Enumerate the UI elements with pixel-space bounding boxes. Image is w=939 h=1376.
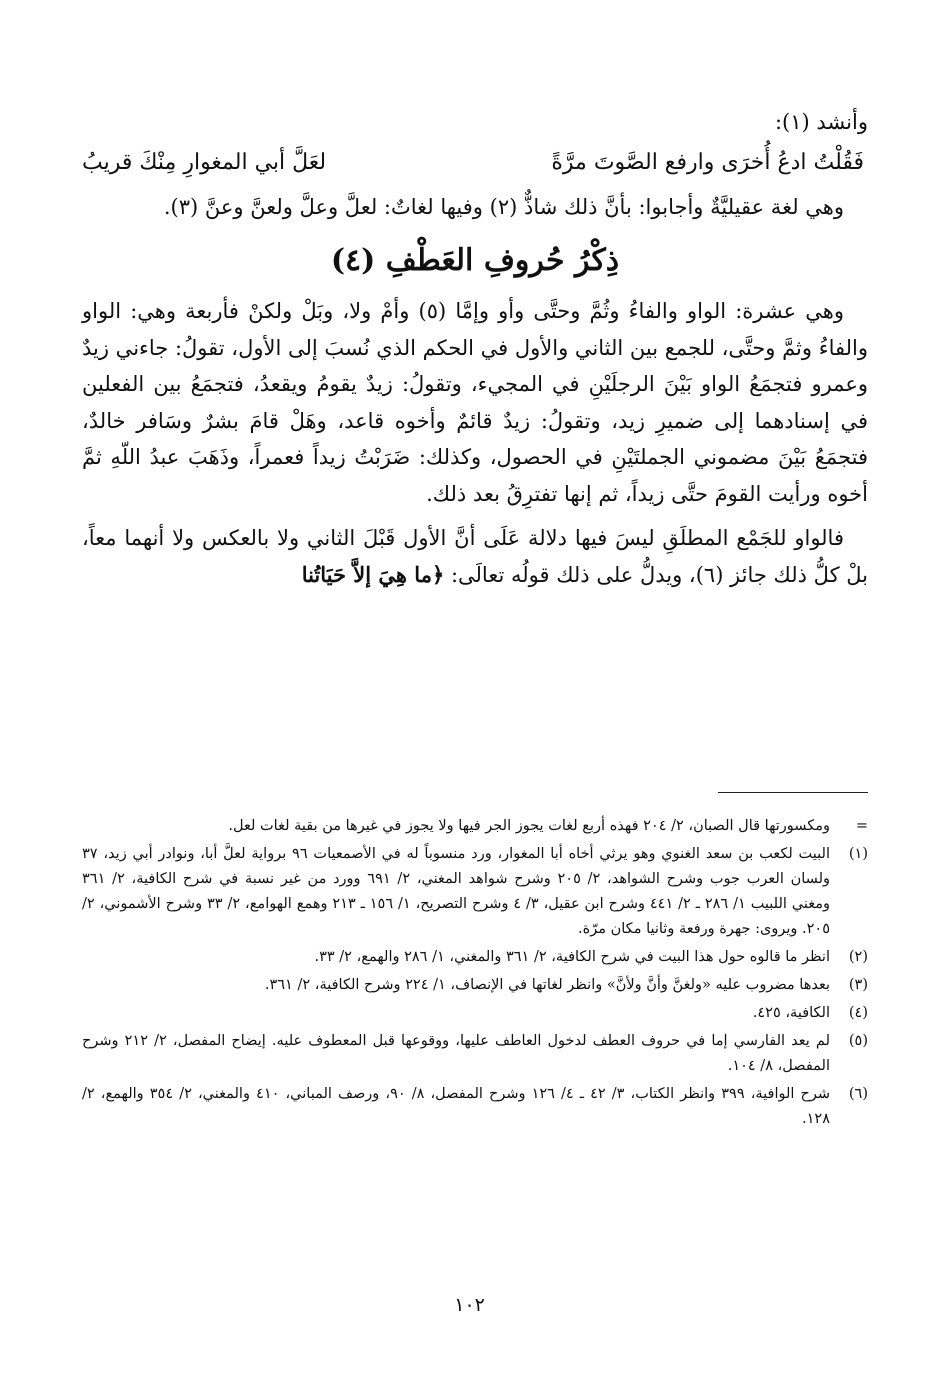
footnote-2 xyxy=(82,945,868,970)
footnote-text: لم يعد الفارسي إما في حروف العطف لدخول العاطف عليها، ووقوعها قبل المعطوف عليه. إيضاح المفصل، ٢/ ٢١٢ وشرح المفصل، ٨/ ١٠٤. xyxy=(82,1033,830,1074)
page-number: ١٠٢ xyxy=(454,1294,485,1316)
footnote-1 xyxy=(82,842,868,942)
page-body xyxy=(82,104,868,1127)
footnote-number: (١) xyxy=(848,846,868,862)
main-text xyxy=(82,104,868,593)
paragraph-waw-text: فالواو للجَمْع المطلَقِ ليسَ فيها دلالة عَلَى أنَّ الأول قَبْلَ الثاني ولا بالعكس ولا أنهما معاً، بلْ كلُّ ذلك جائز (٦)، ويدلُّ على ذلك قولُه تعالَى: xyxy=(82,526,868,587)
footnote-text: الكافية، ٤٢٥. xyxy=(752,1005,830,1021)
section-heading: ذِكْرُ حُروفِ العَطْفِ (٤) xyxy=(330,243,620,278)
footnote-text: انظر ما قالوه حول هذا البيت في شرح الكافية، ٢/ ٣٦١ والمغني، ١/ ٢٨٦ والهمع، ٢/ ٣٣. xyxy=(314,949,830,965)
quran-quote: ﴿ما هِيَ إلاَّ حَيَاتُنا xyxy=(301,561,445,587)
footnotes xyxy=(82,814,868,1135)
paragraph-huruf: وهي عشرة: الواو والفاءُ وثُمَّ وحتَّى وأو وإمَّا (٥) وأمْ ولا، وبَلْ ولكنْ فأربعة وهي: الواو والفاءُ وثمَّ وحتَّى، للجمع بين الثاني والأول في الحكم الذي نُسبَ إلى الأول، تقولُ: جاءني زيدٌ وعمرو فتجمَعُ الواو بَيْنَ الرجلَيْنِ في المجيء، وتقولُ: زيدٌ يقومُ ويقعدُ، فتجمَعُ بين الفعلين في إسنادهما إلى ضميرِ زيد، وتقولُ: زيدٌ قائمٌ وأخوه قاعد، وهَلْ قامَ بشرٌ وسَافر خالدٌ، فتجمَعُ بَيْنَ مضموني الجملتَيْنِ في الحصول، وكذلك: ضَرَبْتُ زيداً فعمراً، وذَهَبَ عبدُ اللّهِ ثمَّ أخوه ورأيت القومَ حتَّى زيداً، ثم إنها تفترِقُ بعد ذلك. xyxy=(82,299,868,506)
footnote-separator xyxy=(718,792,868,793)
footnote-text: بعدها مضروب عليه «ولغنَّ وأنَّ ولأنَّ» وانظر لغاتها في الإنصاف، ١/ ٢٢٤ وشرح الكافية، ٢/ ٣٦١. xyxy=(264,977,830,993)
footnote-text: ومكسورتها قال الصبان، ٢/ ٢٠٤ فهذه أربع لغات يجوز الجر فيها ولا يجوز في غيرها من بقية لغات لعل. xyxy=(228,818,830,834)
footnote-number: (٦) xyxy=(848,1086,868,1102)
footnote-continuation xyxy=(82,814,868,839)
verse-first-hemistich: فَقُلْتُ ادعُ أُخرَى وارفع الصَّوتَ مرَّةً xyxy=(551,149,864,175)
footnote-text: البيت لكعب بن سعد الغنوي وهو يرثي أخاه أبا المغوار، ورد منسوباً له في الأصمعيات ٩٦ برواية لعلَّ أبا، ونوادر أبي زيد، ٣٧ ولسان العرب جوب وشرح الشواهد، ٢/ ٢٠٥ وشرح شواهد المغني، ٢/ ٦٩١ وورد من غير نسبة في شرح الكافية، ٢/ ٣٦١ ومغني اللبيب ١/ ٢٨٦ ـ ٢/ ٤٤١ وشرح ابن عقيل، ٣/ ٤ وشرح التصريح، ١/ ١٥٦ ـ ٢١٣ وهمع الهوامع، ٢/ ٣٣ وشرح الأشموني، ٢/ ٢٠٥. ويروى: جهرة ورفعة وثانيا مكان مرّة. xyxy=(82,846,831,937)
poetry-verse xyxy=(82,143,864,183)
footnote-number: (٥) xyxy=(848,1033,868,1049)
footnote-text: شرح الوافية، ٣٩٩ وانظر الكتاب، ٣/ ٤٢ ـ ٤/ ١٢٦ وشرح المفصل، ٨/ ٩٠، ورصف المباني، ٤١٠ والمغني، ٢/ ٣٥٤ والهمع، ٢/ ١٢٨. xyxy=(82,1086,831,1127)
footnote-5 xyxy=(82,1029,868,1079)
paragraph-lughat: وهي لغة عقيليَّةٌ وأجابوا: بأنَّ ذلك شاذٌّ (٢) وفيها لغاتٌ: لعلَّ وعلَّ ولعنَّ وعنَّ (٣). xyxy=(163,194,844,219)
footnote-number: (٢) xyxy=(848,949,868,965)
verse-second-hemistich: لعَلَّ أبي المغوارِ مِنْكَ قريبُ xyxy=(82,149,327,175)
footnote-number: (٤) xyxy=(848,1005,868,1021)
intro-line: وأنشد (١): xyxy=(774,110,868,134)
footnote-3 xyxy=(82,973,868,998)
footnote-number: (٣) xyxy=(848,977,868,993)
paragraph-waw xyxy=(82,520,868,593)
footnote-4 xyxy=(82,1001,868,1026)
footnote-6 xyxy=(82,1082,868,1132)
footnote-number: = xyxy=(855,818,868,834)
